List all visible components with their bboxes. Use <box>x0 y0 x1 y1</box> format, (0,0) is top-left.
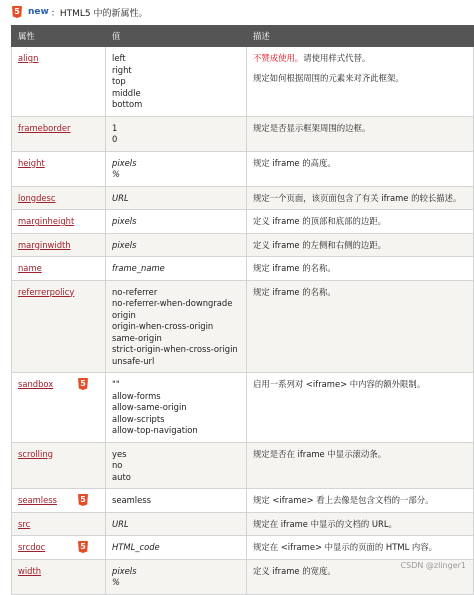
attribute-cell <box>12 559 106 594</box>
attribute-cell <box>12 442 106 489</box>
description-line <box>253 123 467 135</box>
description-cell <box>247 47 474 117</box>
value-item: allow-scripts <box>112 414 240 426</box>
value-item: URL <box>112 193 240 205</box>
attribute-link[interactable]: seamless <box>18 495 57 505</box>
value-cell <box>106 373 247 443</box>
value-item: origin <box>112 310 240 322</box>
description-text: 规定一个页面，该页面包含了有关 iframe 的较长描述。 <box>253 193 461 203</box>
value-item: unsafe-url <box>112 356 240 368</box>
html5-badge-icon: 5 <box>78 494 88 506</box>
value-item: 1 <box>112 123 240 135</box>
attribute-cell <box>12 489 106 513</box>
table-row <box>12 280 474 373</box>
attribute-link[interactable]: referrerpolicy <box>18 287 74 297</box>
value-item: seamless <box>112 495 240 507</box>
value-item: pixels <box>112 240 240 252</box>
html5-badge-icon: 5 <box>12 6 22 18</box>
description-line <box>253 263 467 275</box>
description-cell <box>247 186 474 210</box>
value-item: right <box>112 65 240 77</box>
value-item: HTML_code <box>112 542 240 554</box>
html5-badge-icon: 5 <box>78 541 88 553</box>
attribute-cell <box>12 257 106 281</box>
description-text: 规定 <iframe> 看上去像是包含文档的一部分。 <box>253 495 434 505</box>
value-item: no-referrer <box>112 287 240 299</box>
value-item: allow-top-navigation <box>112 425 240 437</box>
value-cell <box>106 512 247 536</box>
value-item: no <box>112 460 240 472</box>
attribute-link[interactable]: src <box>18 519 30 529</box>
value-item: 0 <box>112 134 240 146</box>
table-row <box>12 442 474 489</box>
description-line <box>253 53 467 65</box>
header-value: 值 <box>106 26 247 47</box>
value-item: pixels <box>112 158 240 170</box>
attribute-link[interactable]: srcdoc <box>18 542 45 552</box>
value-item: pixels <box>112 566 240 578</box>
description-text: 规定是否显示框架周围的边框。 <box>253 123 370 133</box>
value-item: % <box>112 577 240 589</box>
attribute-cell <box>12 210 106 234</box>
description-cell <box>247 536 474 560</box>
description-line <box>253 379 467 391</box>
attribute-cell <box>12 186 106 210</box>
attribute-link[interactable]: height <box>18 158 45 168</box>
description-line <box>253 158 467 170</box>
description-cell <box>247 116 474 151</box>
iframe-attributes-table <box>11 25 474 595</box>
description-text: 规定 iframe 的高度。 <box>253 158 336 168</box>
deprecated-text: 不赞成使用。 <box>253 53 303 63</box>
description-cell <box>247 280 474 373</box>
description-cell <box>247 489 474 513</box>
html5-badge-icon: 5 <box>78 378 88 390</box>
value-item: origin-when-cross-origin <box>112 321 240 333</box>
description-cell <box>247 373 474 443</box>
description-line <box>253 240 467 252</box>
value-cell <box>106 210 247 234</box>
table-row <box>12 489 474 513</box>
description-text: 规定 iframe 的名称。 <box>253 263 336 273</box>
value-item: allow-forms <box>112 391 240 403</box>
value-cell <box>106 116 247 151</box>
attribute-cell <box>12 280 106 373</box>
value-cell <box>106 280 247 373</box>
description-line <box>253 73 467 85</box>
description-line <box>253 193 467 205</box>
value-item: frame_name <box>112 263 240 275</box>
table-row <box>12 151 474 186</box>
description-line <box>253 519 467 531</box>
value-item: top <box>112 76 240 88</box>
value-cell <box>106 233 247 257</box>
attribute-cell <box>12 151 106 186</box>
description-text: 规定是否在 iframe 中显示滚动条。 <box>253 449 386 459</box>
attribute-link[interactable]: width <box>18 566 41 576</box>
description-cell <box>247 210 474 234</box>
description-cell <box>247 257 474 281</box>
attribute-link[interactable]: marginheight <box>18 216 74 226</box>
description-line <box>253 449 467 461</box>
description-text: 定义 iframe 的左侧和右侧的边距。 <box>253 240 386 250</box>
value-item: strict-origin-when-cross-origin <box>112 344 240 356</box>
description-text: 规定 iframe 的名称。 <box>253 287 336 297</box>
table-row <box>12 373 474 443</box>
value-cell <box>106 442 247 489</box>
table-row <box>12 47 474 117</box>
attribute-cell <box>12 373 106 443</box>
value-item: no-referrer-when-downgrade <box>112 298 240 310</box>
table-row <box>12 536 474 560</box>
attribute-cell <box>12 233 106 257</box>
description-line <box>253 216 467 228</box>
value-item: yes <box>112 449 240 461</box>
attribute-link[interactable]: frameborder <box>18 123 70 133</box>
attribute-cell <box>12 512 106 536</box>
value-item: same-origin <box>112 333 240 345</box>
value-cell <box>106 489 247 513</box>
value-cell <box>106 257 247 281</box>
table-header-row <box>12 26 474 47</box>
table-body <box>12 47 474 595</box>
description-cell <box>247 442 474 489</box>
description-line <box>253 542 467 554</box>
table-row <box>12 186 474 210</box>
value-item: bottom <box>112 99 240 111</box>
html5-new-note <box>12 5 147 19</box>
value-cell <box>106 186 247 210</box>
table-row <box>12 116 474 151</box>
value-item: allow-same-origin <box>112 402 240 414</box>
description-text: 规定在 iframe 中显示的文档的 URL。 <box>253 519 397 529</box>
value-item: auto <box>112 472 240 484</box>
description-cell <box>247 151 474 186</box>
attribute-cell <box>12 47 106 117</box>
attribute-link[interactable]: longdesc <box>18 193 56 203</box>
attribute-cell <box>12 116 106 151</box>
description-cell <box>247 512 474 536</box>
attribute-link[interactable]: align <box>18 53 38 63</box>
value-item: pixels <box>112 216 240 228</box>
description-cell <box>247 233 474 257</box>
table-row <box>12 257 474 281</box>
description-text: 启用一系列对 <iframe> 中内容的额外限制。 <box>253 379 425 389</box>
header-attribute: 属性 <box>12 26 106 47</box>
attribute-cell <box>12 536 106 560</box>
table-row <box>12 210 474 234</box>
value-item: middle <box>112 88 240 100</box>
attribute-link[interactable]: name <box>18 263 42 273</box>
table-row <box>12 512 474 536</box>
description-text: 规定在 <iframe> 中显示的页面的 HTML 内容。 <box>253 542 437 552</box>
description-text: 定义 iframe 的顶部和底部的边距。 <box>253 216 386 226</box>
attribute-link[interactable]: sandbox <box>18 379 53 389</box>
watermark: CSDN @zlinger1 <box>401 561 466 570</box>
value-cell <box>106 151 247 186</box>
value-item: left <box>112 53 240 65</box>
value-cell <box>106 559 247 594</box>
description-text: 定义 iframe 的宽度。 <box>253 566 336 576</box>
note-text: ：HTML5 中的新属性。 <box>51 6 148 19</box>
header-description: 描述 <box>247 26 474 47</box>
value-cell <box>106 47 247 117</box>
attribute-link[interactable]: scrolling <box>18 449 53 459</box>
value-cell <box>106 536 247 560</box>
description-line <box>253 495 467 507</box>
description-text: 请使用样式代替。 <box>303 53 370 63</box>
value-item: % <box>112 169 240 181</box>
attribute-link[interactable]: marginwidth <box>18 240 71 250</box>
value-item: URL <box>112 519 240 531</box>
table-row <box>12 233 474 257</box>
description-text: 规定如何根据周围的元素来对齐此框架。 <box>253 73 404 83</box>
description-line <box>253 287 467 299</box>
new-label: new <box>28 7 49 17</box>
value-item: "" <box>112 379 240 391</box>
